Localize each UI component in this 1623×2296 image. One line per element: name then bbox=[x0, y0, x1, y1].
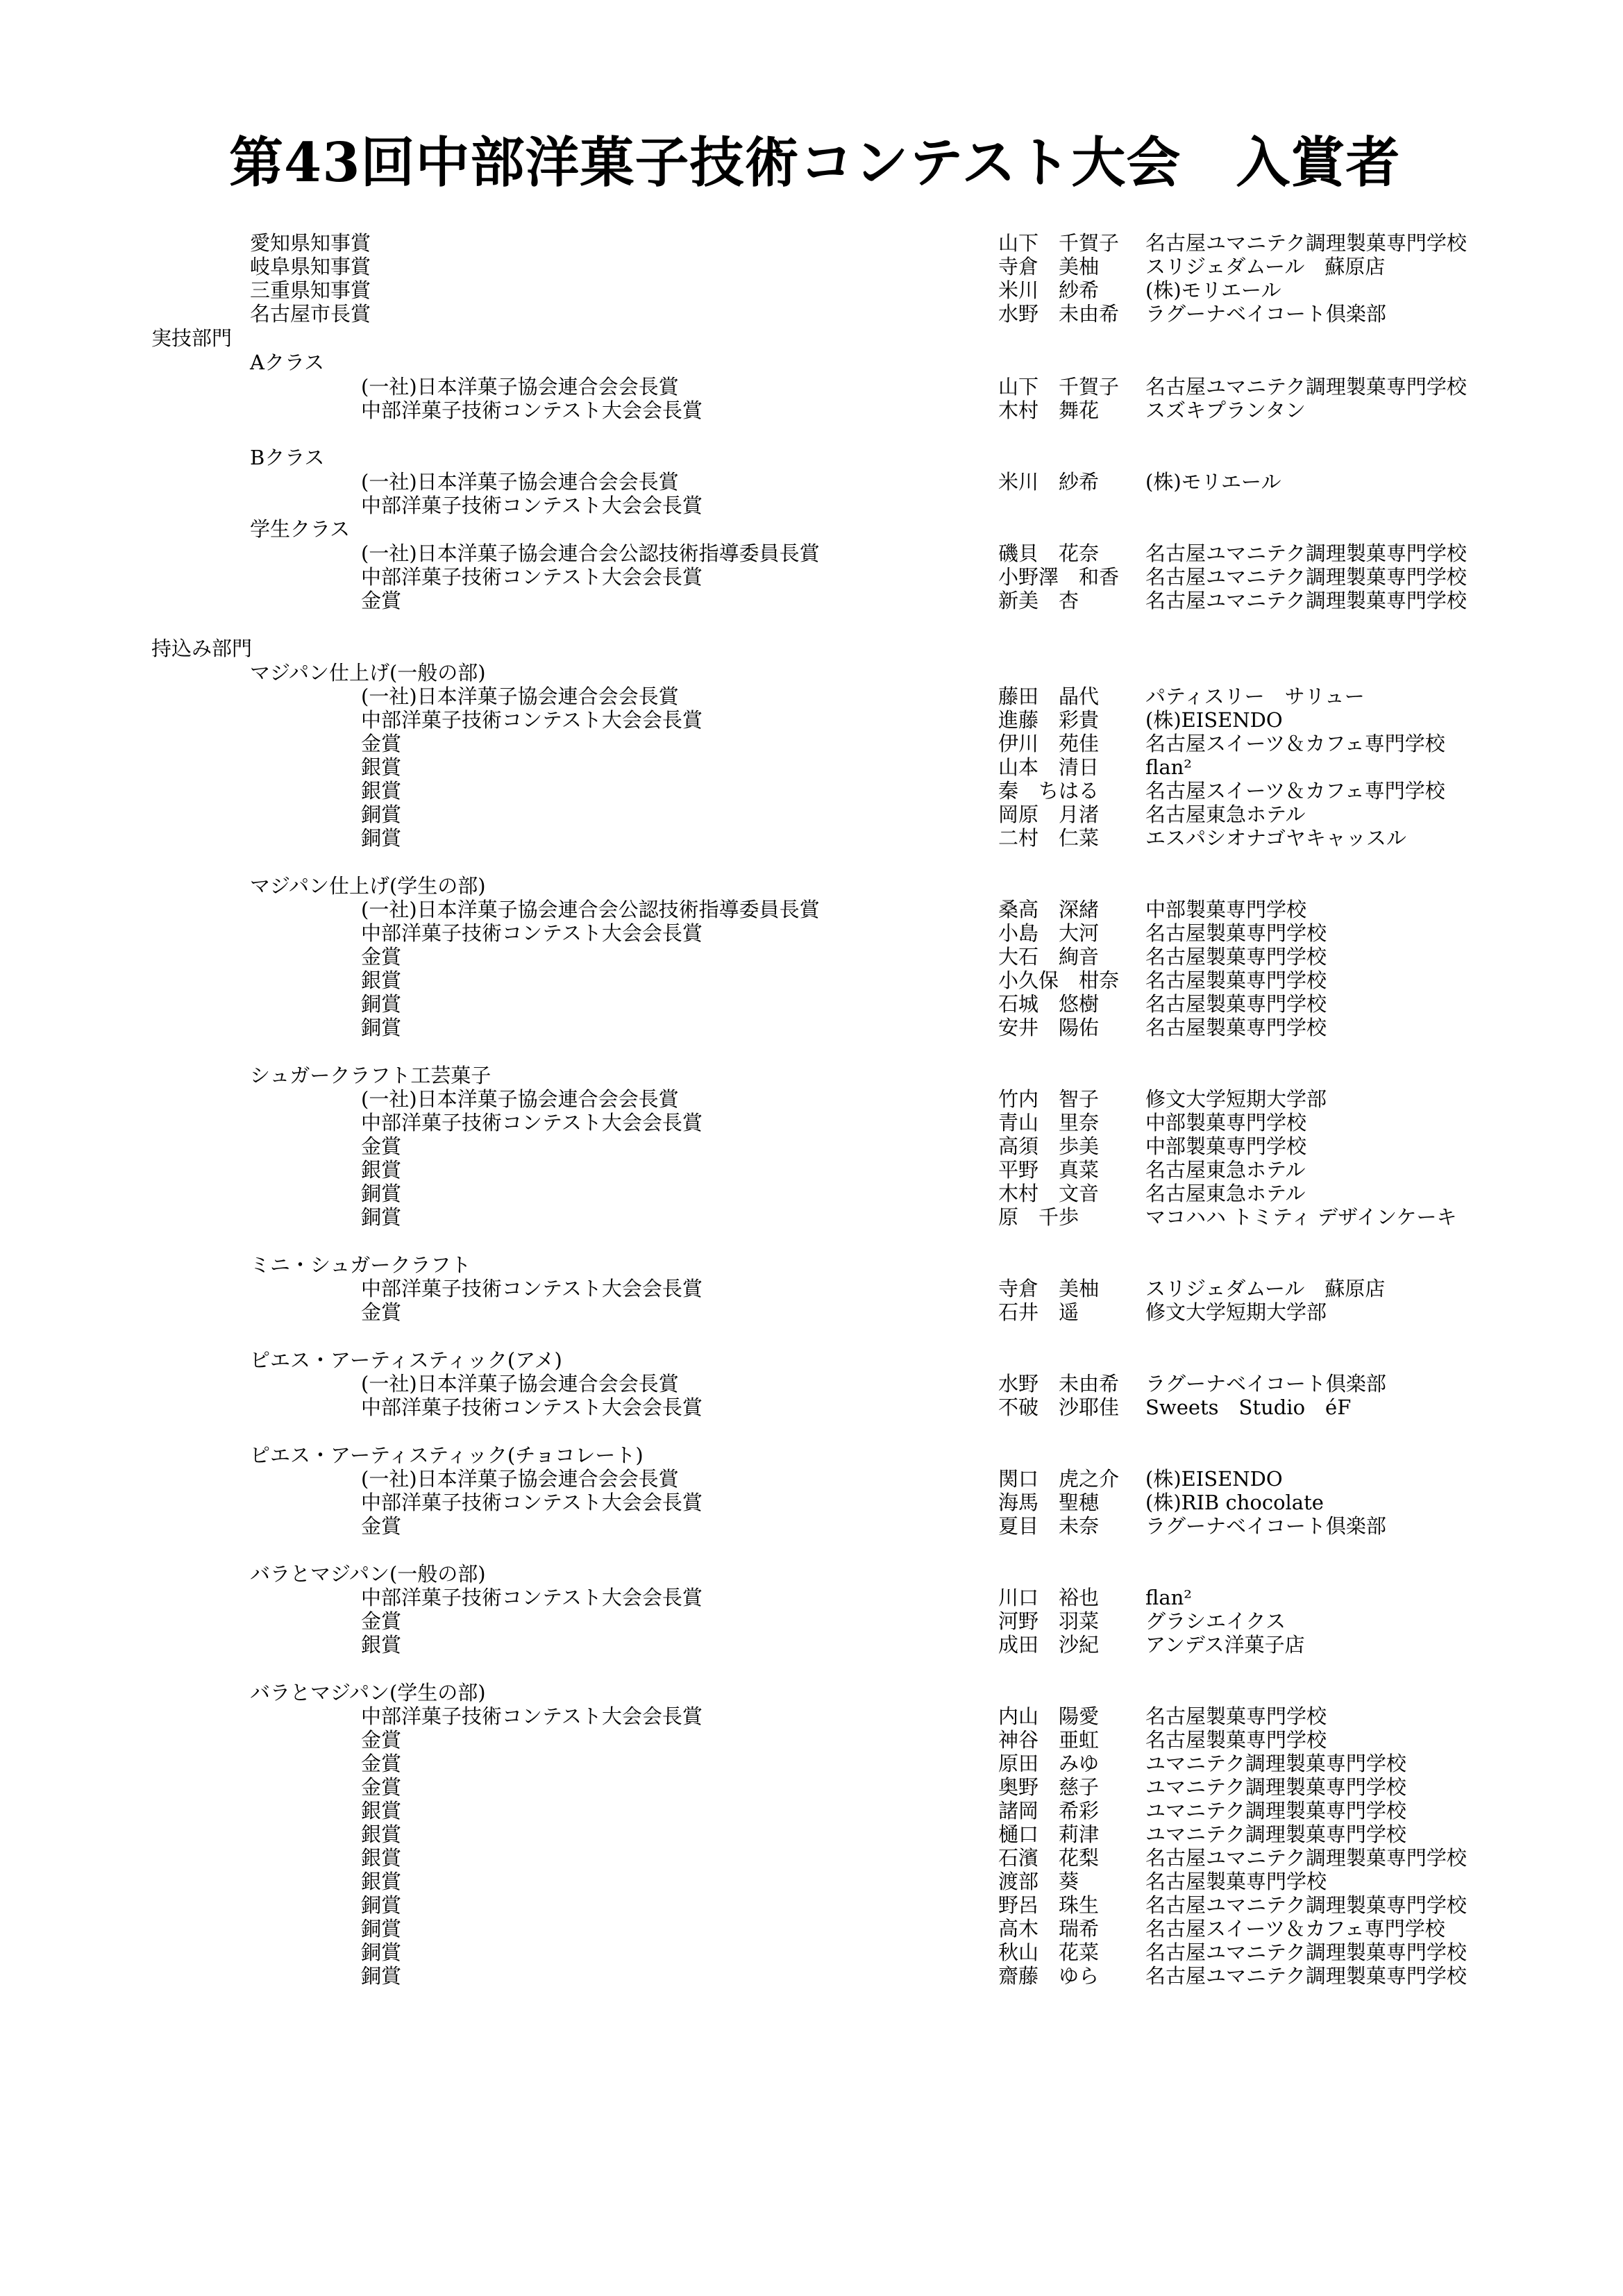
award-name: 銅賞 bbox=[361, 826, 402, 850]
winner-name: 石濱 花梨 bbox=[998, 1846, 1100, 1870]
winner-name: 内山 陽愛 bbox=[998, 1704, 1100, 1728]
winner-affiliation: 名古屋ユマニテク調理製菓専門学校 bbox=[1145, 589, 1467, 612]
winner-affiliation: 名古屋東急ホテル bbox=[1145, 803, 1306, 826]
winner-name: 野呂 珠生 bbox=[998, 1893, 1100, 1917]
winner-name: 神谷 亜虹 bbox=[998, 1728, 1100, 1752]
winner-affiliation: 名古屋ユマニテク調理製菓専門学校 bbox=[1145, 1964, 1467, 1988]
award-name: 金賞 bbox=[361, 1134, 402, 1158]
award-name: 中部洋菓子技術コンテスト大会会長賞 bbox=[361, 708, 703, 732]
winner-affiliation: 名古屋ユマニテク調理製菓専門学校 bbox=[1145, 542, 1467, 565]
winner-name: 秋山 花菜 bbox=[998, 1941, 1100, 1964]
award-name: 銅賞 bbox=[361, 1205, 402, 1229]
category-heading: マジパン仕上げ(一般の部) bbox=[250, 661, 486, 685]
award-name: 銅賞 bbox=[361, 1941, 402, 1964]
department-heading: 持込み部門 bbox=[151, 637, 253, 660]
winner-affiliation: Sweets Studio éF bbox=[1145, 1396, 1352, 1419]
winner-affiliation: 中部製菓専門学校 bbox=[1145, 898, 1307, 921]
winner-name: 寺倉 美柚 bbox=[998, 255, 1100, 278]
winner-name: 山下 千賀子 bbox=[998, 231, 1120, 255]
winner-name: 高須 歩美 bbox=[998, 1134, 1100, 1158]
award-name: 銅賞 bbox=[361, 1182, 402, 1205]
winner-name: 岡原 月渚 bbox=[998, 803, 1100, 826]
winner-name: 新美 杏 bbox=[998, 589, 1079, 612]
winner-affiliation: (株)RIB chocolate bbox=[1145, 1491, 1324, 1514]
winner-affiliation: スリジェダムール 蘇原店 bbox=[1145, 255, 1386, 278]
category-heading: 学生クラス bbox=[250, 517, 351, 541]
winner-affiliation: パティスリー サリュー bbox=[1145, 685, 1365, 708]
award-name: 銅賞 bbox=[361, 1917, 402, 1941]
award-name: 中部洋菓子技術コンテスト大会会長賞 bbox=[361, 1111, 703, 1134]
award-name: 金賞 bbox=[361, 1775, 402, 1799]
winner-affiliation: (株)モリエール bbox=[1145, 470, 1281, 494]
winner-name: 石井 遥 bbox=[998, 1300, 1079, 1324]
award-name: 中部洋菓子技術コンテスト大会会長賞 bbox=[361, 1704, 703, 1728]
winner-name: 河野 羽菜 bbox=[998, 1609, 1100, 1633]
winner-affiliation: 中部製菓専門学校 bbox=[1145, 1111, 1307, 1134]
category-heading: ピエス・アーティスティック(チョコレート) bbox=[250, 1443, 644, 1467]
award-name: (一社)日本洋菓子協会連合会会長賞 bbox=[361, 1372, 679, 1396]
award-name: (一社)日本洋菓子協会連合会会長賞 bbox=[361, 1467, 679, 1491]
winner-affiliation: 名古屋ユマニテク調理製菓専門学校 bbox=[1145, 1846, 1467, 1870]
winner-name: 高木 瑞希 bbox=[998, 1917, 1100, 1941]
winner-affiliation: 名古屋製菓専門学校 bbox=[1145, 945, 1327, 969]
winner-name: 安井 陽佑 bbox=[998, 1016, 1100, 1039]
award-name: 銅賞 bbox=[361, 992, 402, 1016]
winner-name: 海馬 聖穂 bbox=[998, 1491, 1100, 1514]
award-name: 中部洋菓子技術コンテスト大会会長賞 bbox=[361, 1586, 703, 1609]
winner-affiliation: ラグーナベイコート倶楽部 bbox=[1145, 1372, 1386, 1396]
winner-affiliation: 名古屋製菓専門学校 bbox=[1145, 921, 1327, 945]
winner-affiliation: ラグーナベイコート倶楽部 bbox=[1145, 302, 1386, 326]
winner-affiliation: ユマニテク調理製菓専門学校 bbox=[1145, 1775, 1406, 1799]
winner-affiliation: ラグーナベイコート倶楽部 bbox=[1145, 1514, 1386, 1538]
winner-name: 川口 裕也 bbox=[998, 1586, 1100, 1609]
page-title: 第43回中部洋菓子技術コンテスト大会 入賞者 bbox=[229, 131, 1401, 194]
winner-affiliation: (株)EISENDO bbox=[1145, 1467, 1283, 1491]
winner-affiliation: 名古屋製菓専門学校 bbox=[1145, 969, 1327, 992]
category-heading: Aクラス bbox=[250, 351, 325, 374]
award-name: (一社)日本洋菓子協会連合会会長賞 bbox=[361, 470, 679, 494]
winner-affiliation: 名古屋ユマニテク調理製菓専門学校 bbox=[1145, 375, 1467, 399]
winner-name: 米川 紗希 bbox=[998, 470, 1100, 494]
winner-name: 二村 仁菜 bbox=[998, 826, 1100, 850]
award-name: 銅賞 bbox=[361, 1964, 402, 1988]
award-name: (一社)日本洋菓子協会連合会会長賞 bbox=[361, 685, 679, 708]
winner-name: 原田 みゆ bbox=[998, 1752, 1100, 1775]
winner-name: 磯貝 花奈 bbox=[998, 542, 1100, 565]
winner-name: 諸岡 希彩 bbox=[998, 1799, 1100, 1822]
category-heading: 三重県知事賞 bbox=[250, 278, 371, 302]
winner-affiliation: 名古屋製菓専門学校 bbox=[1145, 1728, 1327, 1752]
award-name: 金賞 bbox=[361, 1728, 402, 1752]
winner-name: 原 千歩 bbox=[998, 1205, 1079, 1229]
winner-affiliation: エスパシオナゴヤキャッスル bbox=[1145, 826, 1406, 850]
category-heading: 名古屋市長賞 bbox=[250, 302, 371, 326]
award-name: 銀賞 bbox=[361, 969, 402, 992]
department-heading: 実技部門 bbox=[151, 326, 233, 350]
winner-affiliation: 名古屋東急ホテル bbox=[1145, 1158, 1306, 1182]
award-name: 金賞 bbox=[361, 1300, 402, 1324]
category-heading: シュガークラフト工芸菓子 bbox=[250, 1064, 491, 1087]
award-name: 金賞 bbox=[361, 589, 402, 612]
award-name: 銀賞 bbox=[361, 1799, 402, 1822]
category-heading: 岐阜県知事賞 bbox=[250, 255, 371, 278]
award-name: 金賞 bbox=[361, 945, 402, 969]
award-name: 銀賞 bbox=[361, 1846, 402, 1870]
winner-affiliation: 名古屋スイーツ＆カフェ専門学校 bbox=[1145, 779, 1445, 803]
winner-name: 木村 文音 bbox=[998, 1182, 1100, 1205]
winner-affiliation: flan² bbox=[1145, 1586, 1192, 1609]
category-heading: バラとマジパン(学生の部) bbox=[250, 1681, 486, 1704]
category-heading: Bクラス bbox=[250, 446, 325, 469]
winner-name: 夏目 未奈 bbox=[998, 1514, 1100, 1538]
winner-affiliation: flan² bbox=[1145, 755, 1192, 779]
winner-affiliation: 名古屋スイーツ＆カフェ専門学校 bbox=[1145, 732, 1445, 755]
winner-affiliation: グラシエイクス bbox=[1145, 1609, 1286, 1633]
winner-name: 竹内 智子 bbox=[998, 1087, 1100, 1111]
winner-affiliation: 修文大学短期大学部 bbox=[1145, 1300, 1327, 1324]
winner-name: 山下 千賀子 bbox=[998, 375, 1120, 399]
winner-name: 水野 未由希 bbox=[998, 302, 1120, 326]
winner-name: 樋口 莉津 bbox=[998, 1822, 1100, 1846]
award-name: 中部洋菓子技術コンテスト大会会長賞 bbox=[361, 399, 703, 422]
winner-name: 渡部 葵 bbox=[998, 1870, 1079, 1893]
award-name: 銅賞 bbox=[361, 803, 402, 826]
winner-name: 米川 紗希 bbox=[998, 278, 1100, 302]
award-name: 銅賞 bbox=[361, 1016, 402, 1039]
award-name: 中部洋菓子技術コンテスト大会会長賞 bbox=[361, 565, 703, 589]
winner-affiliation: 名古屋東急ホテル bbox=[1145, 1182, 1306, 1205]
category-heading: バラとマジパン(一般の部) bbox=[250, 1562, 486, 1586]
winner-name: 小島 大河 bbox=[998, 921, 1100, 945]
award-name: 銀賞 bbox=[361, 1870, 402, 1893]
award-name: 中部洋菓子技術コンテスト大会会長賞 bbox=[361, 1396, 703, 1419]
winner-name: 小久保 柑奈 bbox=[998, 969, 1120, 992]
winner-affiliation: (株)EISENDO bbox=[1145, 708, 1283, 732]
winner-affiliation: 名古屋ユマニテク調理製菓専門学校 bbox=[1145, 231, 1467, 255]
award-name: 銀賞 bbox=[361, 755, 402, 779]
winner-name: 伊川 苑佳 bbox=[998, 732, 1100, 755]
winner-name: 木村 舞花 bbox=[998, 399, 1100, 422]
winner-affiliation: 名古屋製菓専門学校 bbox=[1145, 1016, 1327, 1039]
winner-affiliation: 名古屋ユマニテク調理製菓専門学校 bbox=[1145, 1941, 1467, 1964]
winner-name: 桑高 深緒 bbox=[998, 898, 1100, 921]
winner-affiliation: ユマニテク調理製菓専門学校 bbox=[1145, 1799, 1406, 1822]
category-heading: ピエス・アーティスティック(アメ) bbox=[250, 1348, 562, 1372]
category-heading: 愛知県知事賞 bbox=[250, 231, 371, 255]
winner-affiliation: スリジェダムール 蘇原店 bbox=[1145, 1277, 1386, 1300]
winner-affiliation: ユマニテク調理製菓専門学校 bbox=[1145, 1822, 1406, 1846]
award-name: 金賞 bbox=[361, 732, 402, 755]
winner-affiliation: 修文大学短期大学部 bbox=[1145, 1087, 1327, 1111]
award-name: 銀賞 bbox=[361, 1633, 402, 1657]
award-name: 金賞 bbox=[361, 1752, 402, 1775]
winner-name: 小野澤 和香 bbox=[998, 565, 1120, 589]
award-name: 銅賞 bbox=[361, 1893, 402, 1917]
award-name: 銀賞 bbox=[361, 779, 402, 803]
winner-name: 奥野 慈子 bbox=[998, 1775, 1100, 1799]
winner-affiliation: 名古屋スイーツ＆カフェ専門学校 bbox=[1145, 1917, 1445, 1941]
category-heading: マジパン仕上げ(学生の部) bbox=[250, 874, 486, 898]
winner-affiliation: 名古屋製菓専門学校 bbox=[1145, 992, 1327, 1016]
award-name: 中部洋菓子技術コンテスト大会会長賞 bbox=[361, 1277, 703, 1300]
winner-name: 関口 虎之介 bbox=[998, 1467, 1120, 1491]
winner-affiliation: 名古屋製菓専門学校 bbox=[1145, 1870, 1327, 1893]
winner-name: 寺倉 美柚 bbox=[998, 1277, 1100, 1300]
award-name: 銀賞 bbox=[361, 1158, 402, 1182]
winner-name: 不破 沙耶佳 bbox=[998, 1396, 1120, 1419]
winner-affiliation: 名古屋製菓専門学校 bbox=[1145, 1704, 1327, 1728]
winner-affiliation: マコハハ トミティ デザインケーキ bbox=[1145, 1205, 1457, 1229]
winner-name: 藤田 晶代 bbox=[998, 685, 1100, 708]
winner-name: 水野 未由希 bbox=[998, 1372, 1120, 1396]
winner-affiliation: (株)モリエール bbox=[1145, 278, 1281, 302]
winner-affiliation: 名古屋ユマニテク調理製菓専門学校 bbox=[1145, 565, 1467, 589]
winner-name: 石城 悠樹 bbox=[998, 992, 1100, 1016]
winner-name: 平野 真菜 bbox=[998, 1158, 1100, 1182]
award-name: (一社)日本洋菓子協会連合会会長賞 bbox=[361, 375, 679, 399]
award-name: (一社)日本洋菓子協会連合会公認技術指導委員長賞 bbox=[361, 542, 820, 565]
award-name: 金賞 bbox=[361, 1609, 402, 1633]
winner-name: 山本 清日 bbox=[998, 755, 1100, 779]
award-name: 金賞 bbox=[361, 1514, 402, 1538]
winner-name: 進藤 彩貴 bbox=[998, 708, 1100, 732]
award-name: 銀賞 bbox=[361, 1822, 402, 1846]
award-name: 中部洋菓子技術コンテスト大会会長賞 bbox=[361, 494, 703, 517]
winner-name: 秦 ちはる bbox=[998, 779, 1100, 803]
winner-affiliation: 中部製菓専門学校 bbox=[1145, 1134, 1307, 1158]
winner-name: 成田 沙紀 bbox=[998, 1633, 1100, 1657]
award-name: (一社)日本洋菓子協会連合会会長賞 bbox=[361, 1087, 679, 1111]
category-heading: ミニ・シュガークラフト bbox=[250, 1253, 471, 1277]
winner-name: 大石 絢音 bbox=[998, 945, 1100, 969]
award-name: (一社)日本洋菓子協会連合会公認技術指導委員長賞 bbox=[361, 898, 820, 921]
winner-name: 齋藤 ゆら bbox=[998, 1964, 1100, 1988]
award-name: 中部洋菓子技術コンテスト大会会長賞 bbox=[361, 921, 703, 945]
winner-affiliation: 名古屋ユマニテク調理製菓専門学校 bbox=[1145, 1893, 1467, 1917]
winner-affiliation: アンデス洋菓子店 bbox=[1145, 1633, 1305, 1657]
winner-name: 青山 里奈 bbox=[998, 1111, 1100, 1134]
winner-affiliation: ユマニテク調理製菓専門学校 bbox=[1145, 1752, 1406, 1775]
award-name: 中部洋菓子技術コンテスト大会会長賞 bbox=[361, 1491, 703, 1514]
winner-affiliation: スズキプランタン bbox=[1145, 399, 1306, 422]
